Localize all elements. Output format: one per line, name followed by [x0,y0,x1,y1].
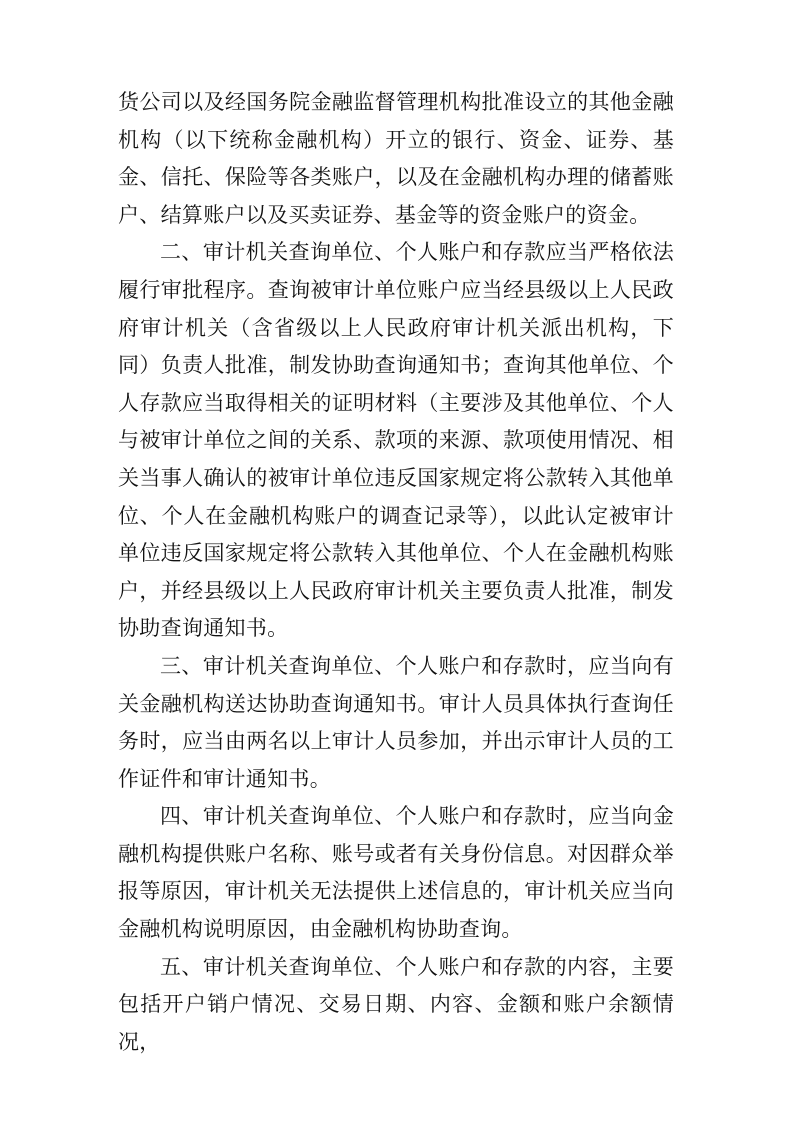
document-body [118,84,674,1061]
paragraph-item-3: 三、审计机关查询单位、个人账户和存款时，应当向有关金融机构送达协助查询通知书。审计人员具体执行查询任务时，应当由两名以上审计人员参加，并出示审计人员的工作证件和审计通知书。 [118,653,674,791]
paragraph-item-4: 四、审计机关查询单位、个人账户和存款时，应当向金融机构提供账户名称、账号或者有关身份信息。对因群众举报等原因，审计机关无法提供上述信息的，审计机关应当向金融机构说明原因，由金融机构协助查询。 [118,804,674,942]
paragraph-item-2: 二、审计机关查询单位、个人账户和存款应当严格依法履行审批程序。查询被审计单位账户应当经县级以上人民政府审计机关（含省级以上人民政府审计机关派出机构，下同）负责人批准，制发协助查询通知书；查询其他单位、个人存款应当取得相关的证明材料（主要涉及其他单位、个人与被审计单位之间的关系、款项的来源、款项使用情况、相关当事人确认的被审计单位违反国家规定将公款转入其他单位、个人在金融机构账户的调查记录等），以此认定被审计单位违反国家规定将公款转入其他单位、个人在金融机构账户，并经县级以上人民政府审计机关主要负责人批准，制发协助查询通知书。 [118,240,674,641]
paragraph-item-5: 五、审计机关查询单位、个人账户和存款的内容，主要包括开户销户情况、交易日期、内容、金额和账户余额情况， [118,954,674,1054]
paragraph-continuation: 货公司以及经国务院金融监督管理机构批准设立的其他金融机构（以下统称金融机构）开立的银行、资金、证券、基金、信托、保险等各类账户，以及在金融机构办理的储蓄账户、结算账户以及买卖证券、基金等的资金账户的资金。 [118,90,674,227]
